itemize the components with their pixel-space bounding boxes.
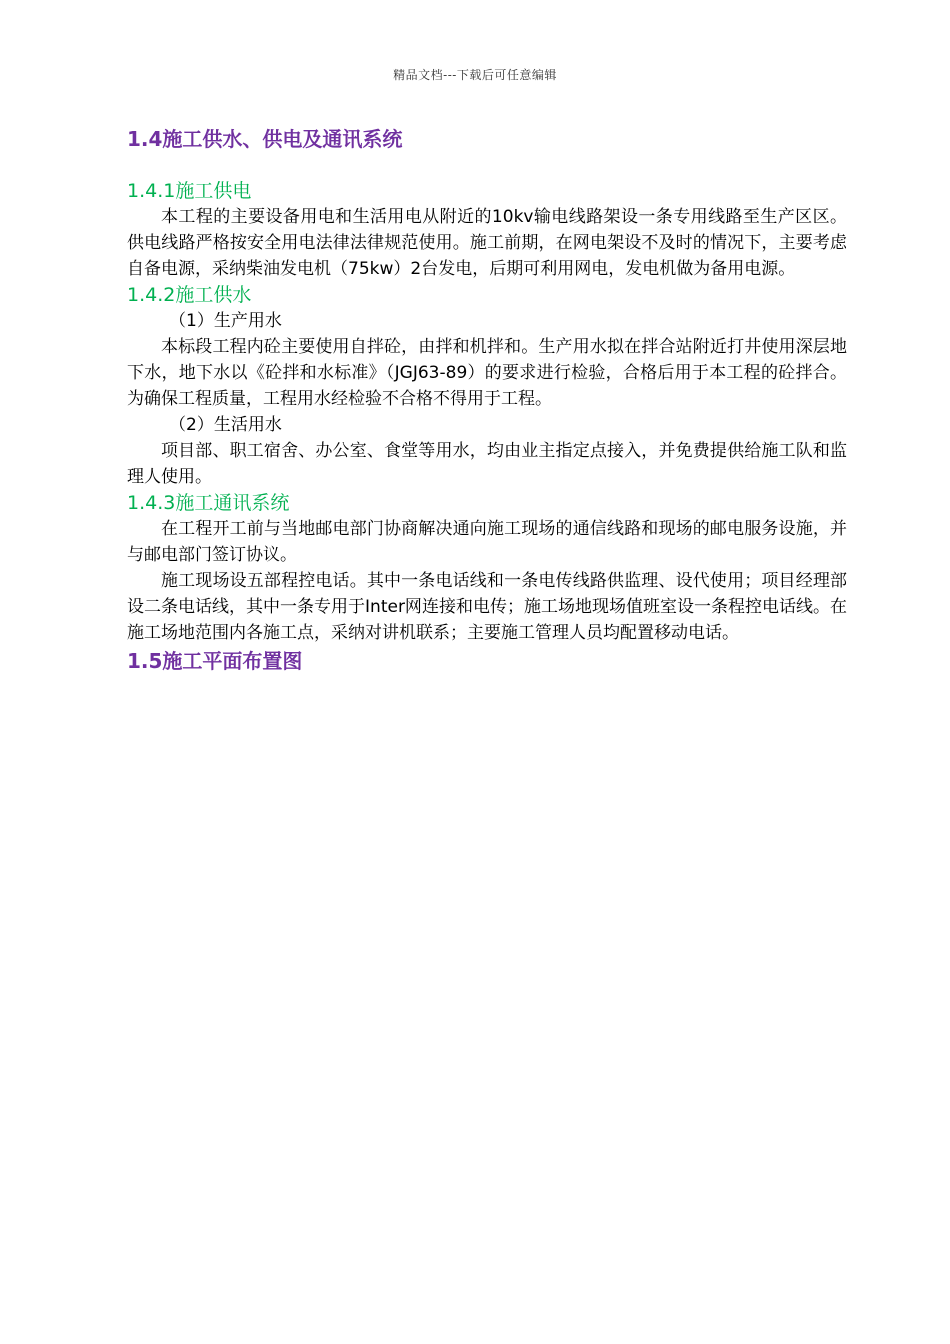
section-1-4-1-paragraph: 本工程的主要设备用电和生活用电从附近的10kv输电线路架设一条专用线路至生产区区。供电线路严格按安全用电法律法律规范使用。施工前期，在网电架设不及时的情况下，主要考虑自备电源，采纳柴油发电机（75kw）2台发电，后期可利用网电，发电机做为备用电源。	[127, 207, 847, 279]
production-water-subheading: （1）生产用水	[169, 311, 282, 331]
communication-paragraph-2: 施工现场设五部程控电话。其中一条电话线和一条电传线路供监理、设代使用；项目经理部设二条电话线，其中一条专用于Inter网连接和电传；施工场地现场值班室设一条程控电话线。在施工场地范围内各施工点，采纳对讲机联系；主要施工管理人员均配置移动电话。	[127, 571, 847, 643]
domestic-water-subheading: （2）生活用水	[169, 415, 282, 435]
production-water-paragraph: 本标段工程内砼主要使用自拌砼，由拌和机拌和。生产用水拟在拌合站附近打井使用深层地下水，地下水以《砼拌和水标准》（JGJ63-89）的要求进行检验，合格后用于本工程的砼拌合。为确保工程质量，工程用水经检验不合格不得用于工程。	[127, 337, 847, 409]
communication-paragraph-1: 在工程开工前与当地邮电部门协商解决通向施工现场的通信线路和现场的邮电服务设施，并与邮电部门签订协议。	[127, 519, 847, 565]
section-1-4-3-heading: 1.4.3施工通讯系统	[127, 492, 290, 514]
page-header: 精品文档---下载后可任意编辑	[393, 68, 557, 82]
section-1-4-1-heading: 1.4.1施工供电	[127, 180, 252, 202]
domestic-water-paragraph: 项目部、职工宿舍、办公室、食堂等用水，均由业主指定点接入，并免费提供给施工队和监理人使用。	[127, 441, 847, 487]
section-1-4-heading: 1.4施工供水、供电及通讯系统	[127, 127, 403, 151]
document-body	[127, 124, 847, 676]
section-1-5-heading: 1.5施工平面布置图	[127, 649, 303, 673]
section-1-4-2-heading: 1.4.2施工供水	[127, 284, 252, 306]
